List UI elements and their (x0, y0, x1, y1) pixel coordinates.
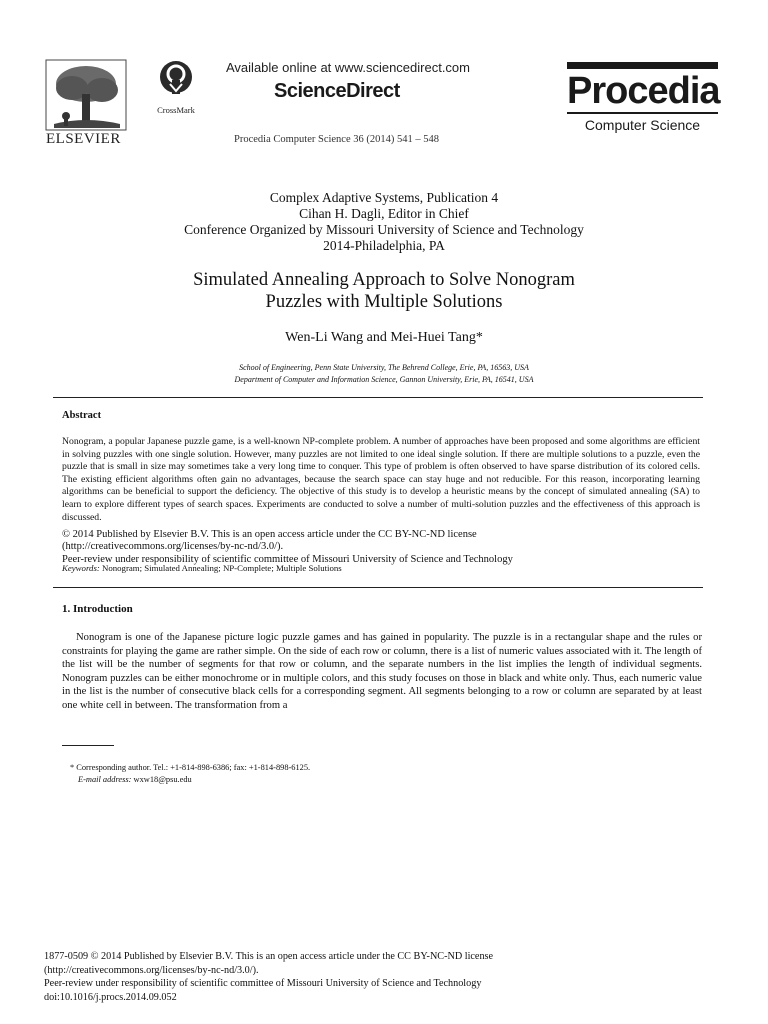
abstract-bottom-rule (53, 587, 703, 588)
abstract-heading: Abstract (62, 410, 102, 421)
footnote-email-label: E-mail address: (78, 775, 132, 784)
crossmark-badge[interactable] (152, 60, 200, 115)
affiliation-2: Department of Computer and Information Science, Gannon University, Erie, PA, 16541, USA (234, 375, 534, 384)
paper-title (0, 269, 768, 313)
footer-license-link[interactable]: (http://creativecommons.org/licenses/by-nc-nd/3.0/). (44, 964, 259, 976)
affiliations (0, 362, 768, 386)
conference-line-1: Complex Adaptive Systems, Publication 4 (269, 190, 499, 205)
license-line-3: Peer-review under responsibility of scientific committee of Missouri University of Science and Technology (62, 553, 513, 565)
paper-authors: Wen-Li Wang and Mei-Huei Tang* (285, 330, 483, 345)
footer-line-1: 1877-0509 © 2014 Published by Elsevier B.V. This is an open access article under the CC BY-NC-ND license (44, 951, 494, 962)
journal-citation: Procedia Computer Science 36 (2014) 541 – 548 (234, 134, 439, 145)
keywords (62, 563, 342, 573)
abstract-text: Nonogram, a popular Japanese puzzle game, is a well-known NP-complete problem. A number of approaches have been proposed and some algorithms are efficient in solving puzzles with one single solution. However, many puzzles are not limited to one ideal single solution. If there are multiple solutions to a puzzle, even the puzzle that is small in size may sometimes take a very long time to conquer. This type of problem is often observed to have sparse distribution of its colored cells. The existing efficient algorithms often gain no advantages, because the search space can stay huge and not reducible. For this reason, incorporating learning algorithms can be beneficial to support the deficiency. The objective of this study is to develop a heuristic means by the concept of simulated annealing (SA) to learn to explore different types of search spaces. Experiments are conducted to solve a number of multi-solution puzzles and the effectiveness of this approach is discussed. (62, 436, 700, 523)
procedia-bar (567, 62, 718, 69)
publisher-name: ELSEVIER (46, 131, 121, 147)
license-line-1: © 2014 Published by Elsevier B.V. This is an open access article under the CC BY-NC-ND license (62, 529, 477, 540)
crossmark-icon (158, 60, 194, 98)
conference-info (0, 190, 768, 254)
introduction-paragraph: Nonogram is one of the Japanese picture logic puzzle games and has gained in popularity. The puzzle is in a rectangular shape and the rules or constraints for playing the game are rather simple. On the side of each row or column, there is a list of numeric values associated with it. The length of the list will be the number of segments for that row or column, and the separate numbers in the list implies the length of individual segments. Nonogram puzzles can be either monochrome or in multiple colors, and this study focuses on those in black and white only. Thus, each numeric value in the list is the number of consecutive black cells for a corresponding segment. All segments belonging to a row or column are separated by at least one white cell in between. The transformation from a (62, 632, 702, 711)
abstract-top-rule (53, 397, 703, 398)
footer-line-3: Peer-review under responsibility of scientific committee of Missouri University of Science and Technology (44, 978, 482, 990)
conference-line-2: Cihan H. Dagli, Editor in Chief (299, 206, 469, 221)
keywords-label: Keywords: (62, 563, 100, 573)
footnote-corresponding: * Corresponding author. Tel.: +1-814-898-6386; fax: +1-814-898-6125. (70, 763, 311, 772)
conference-line-4: 2014-Philadelphia, PA (323, 238, 445, 253)
procedia-subtitle: Computer Science (567, 112, 718, 133)
footnote (70, 762, 310, 786)
footnote-email[interactable]: wxw18@psu.edu (133, 775, 192, 784)
license-block (62, 529, 702, 566)
footer-doi[interactable]: doi:10.1016/j.procs.2014.09.052 (44, 991, 177, 1003)
page-footer (44, 950, 724, 1004)
affiliation-1: School of Engineering, Penn State University, The Behrend College, Erie, PA, 16563, USA (239, 363, 529, 372)
keywords-list: Nonogram; Simulated Annealing; NP-Complete; Multiple Solutions (102, 563, 342, 573)
title-line-1: Simulated Annealing Approach to Solve Nonogram (193, 270, 575, 290)
procedia-wordmark: Procedia (567, 70, 720, 112)
section-heading-introduction: 1. Introduction (62, 603, 133, 615)
footnote-rule (62, 745, 114, 746)
title-line-2: Puzzles with Multiple Solutions (265, 292, 503, 312)
conference-line-3: Conference Organized by Missouri University of Science and Technology (184, 222, 584, 237)
license-link[interactable]: (http://creativecommons.org/licenses/by-nc-nd/3.0/). (62, 541, 284, 553)
crossmark-label: CrossMark (157, 105, 195, 115)
procedia-logo (567, 62, 718, 138)
footnote-email-line (70, 774, 310, 786)
available-online-text: Available online at www.sciencedirect.com (226, 60, 470, 75)
sciencedirect-logo: ScienceDirect (274, 80, 400, 102)
